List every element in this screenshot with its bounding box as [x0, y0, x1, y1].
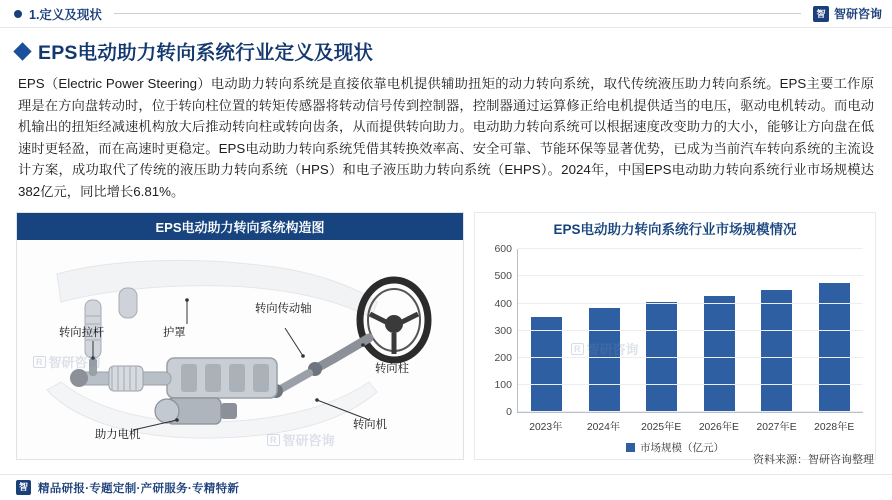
brand-name: 智研咨询 [833, 7, 882, 21]
body-paragraph: EPS（Electric Power Steering）电动助力转向系统是直接依靠电机提供辅助扭矩的动力转向系统，取代传统液压助力转向系统。EPS主要工作原理是在方向盘转动时，位于转向柱位置的转矩传感器将转动信号传到控制器，控制器通过运算修正给电机提供适当的电压，驱动电机转动。而电动机输出的扭矩经减速机构放大后推动转向柱或转向齿条，从而提供转向助力。电动助力转向系统可以根据速度改变助力的大小，能够让方向盘在低速时更轻盈，而在高速时更稳定。EPS电动助力转向系统凭借其转换效率高、安全可靠、节能环保等显著优势，已成为当前汽车转向系统的主流设计方案，成功取代了传统的液压助力转向系统（HPS）和电子液压助力转向系统（EHPS）。2024年，中国EPS电动助力转向系统行业市场规模达382亿元，同比增长6.81%。 [18, 76, 874, 199]
breadcrumb: 1.定义及现状 [29, 7, 102, 22]
diagram-panel-title: EPS电动助力转向系统构造图 [17, 213, 463, 240]
chart-x-label: 2025年E [641, 422, 682, 434]
chart-panel [474, 212, 876, 460]
footer-text: 精品研报·专题定制·产研服务·专精特新 [38, 482, 240, 495]
chart-bars [518, 249, 863, 412]
chart-gridline [494, 324, 863, 337]
chart-bar [761, 290, 792, 412]
eps-structure-diagram [17, 240, 463, 459]
chart-bar [531, 317, 562, 413]
watermark-mark: R [571, 343, 584, 355]
diagram-label-3: 转向柱 [375, 363, 409, 376]
chart-title: EPS电动助力转向系统行业市场规模情况 [475, 213, 875, 243]
watermark-text: 智研咨询 [586, 342, 639, 358]
chart-y-tick: 500 [494, 270, 512, 283]
page-title: EPS电动助力转向系统行业定义及现状 [38, 42, 374, 64]
diagram-panel [16, 212, 464, 460]
chart-x-label: 2026年E [698, 422, 739, 434]
market-size-bar-chart [475, 243, 875, 459]
chart-bar-cell [518, 249, 576, 412]
watermark-text: 智研咨询 [282, 433, 335, 449]
watermark-mark: R [267, 434, 280, 446]
watermark-text: 智研咨询 [48, 355, 101, 371]
diagram-label-2: 转向传动轴 [255, 303, 312, 316]
chart-bar [589, 308, 620, 412]
divider [114, 13, 801, 14]
diagram-artwork [17, 240, 464, 460]
chart-bar-cell [576, 249, 634, 412]
chart-y-tick: 0 [506, 406, 512, 419]
legend-label: 市场规模（亿元） [640, 442, 724, 455]
chart-plot-area [494, 243, 863, 419]
chart-gridline [494, 297, 863, 310]
chart-y-tick: 600 [494, 243, 512, 256]
top-breadcrumb-bar [0, 0, 892, 28]
footer-brand-mark-icon: 智 [16, 480, 31, 495]
chart-gridline [494, 379, 863, 392]
brand-mark-icon: 智 [813, 6, 829, 22]
chart-bar-cell [633, 249, 691, 412]
diagram-label-1: 护罩 [163, 327, 186, 340]
chart-bar-cell [748, 249, 806, 412]
diagram-label-4: 转向机 [353, 419, 387, 432]
chart-x-label: 2028年E [814, 422, 855, 434]
diamond-icon [13, 42, 31, 60]
chart-x-label: 2024年 [586, 422, 621, 434]
chart-gridline [494, 351, 863, 364]
chart-y-tick: 400 [494, 297, 512, 310]
watermark-mark: R [33, 356, 46, 368]
diagram-label-0: 转向拉杆 [59, 327, 105, 340]
chart-bar [704, 296, 735, 412]
chart-gridline [494, 243, 863, 256]
chart-bar-cell [806, 249, 864, 412]
chart-bar-cell [691, 249, 749, 412]
chart-gridline [494, 270, 863, 283]
chart-y-tick: 300 [494, 324, 512, 337]
chart-source-note: 资料来源：智研咨询整理 [753, 454, 874, 466]
chart-x-label: 2023年 [529, 422, 563, 434]
content-panels [16, 212, 876, 460]
footer-bar [0, 474, 892, 500]
chart-y-tick: 100 [494, 379, 512, 392]
chart-x-axis-labels [517, 418, 863, 433]
chart-y-tick: 200 [494, 351, 512, 364]
chart-x-label: 2027年E [756, 422, 797, 434]
page-title-row [0, 28, 892, 69]
chart-gridline [506, 406, 863, 419]
diagram-label-5: 助力电机 [95, 429, 141, 442]
legend-swatch [626, 443, 635, 452]
bullet-icon [14, 10, 22, 18]
brand-logo [813, 5, 882, 22]
